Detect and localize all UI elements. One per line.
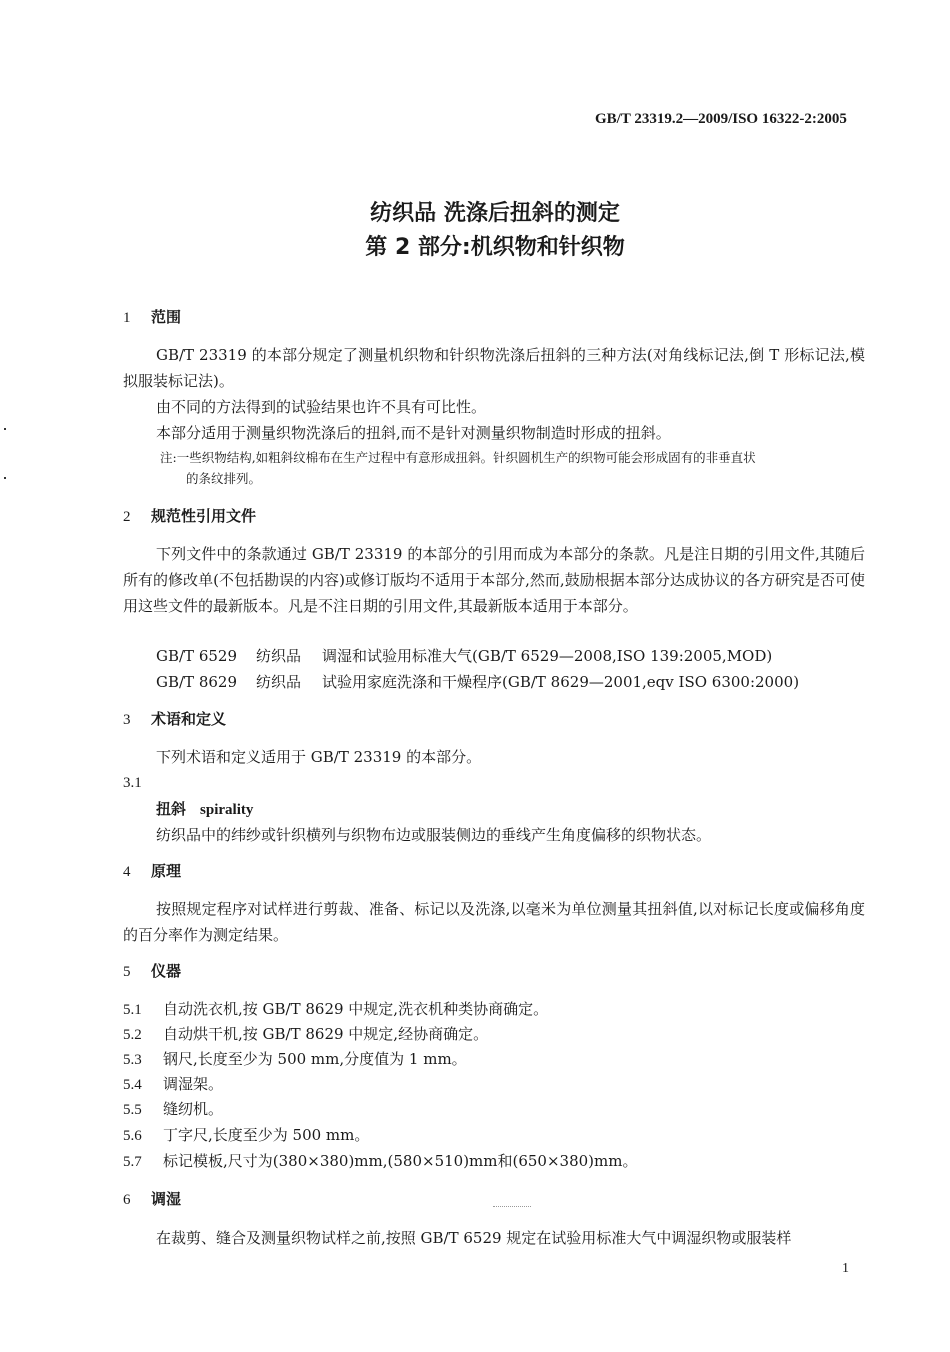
section-2-heading xyxy=(123,505,256,526)
item-number: 5.1 xyxy=(123,1002,142,1018)
item-number: 5.5 xyxy=(123,1102,142,1118)
section-title: 规范性引用文件 xyxy=(151,507,257,525)
item-number: 5.3 xyxy=(123,1052,142,1068)
item-number: 5.4 xyxy=(123,1077,142,1093)
section-6-paragraph-1: 在裁剪、缝合及测量织物试样之前,按照 GB/T 6529 规定在试验用标准大气中调湿织物或服装样 xyxy=(156,1229,792,1247)
section-6-heading xyxy=(123,1188,181,1209)
item-number: 5.7 xyxy=(123,1154,142,1170)
section-title: 调湿 xyxy=(151,1190,182,1208)
reference-description: 试验用家庭洗涤和干燥程序(GB/T 8629—2001,eqv ISO 6300:2000) xyxy=(322,673,800,691)
item-number: 5.6 xyxy=(123,1128,142,1144)
item-text: 自动洗衣机,按 GB/T 8629 中规定,洗衣机种类协商确定。 xyxy=(163,1000,549,1018)
section-title: 术语和定义 xyxy=(151,710,227,728)
apparatus-item xyxy=(123,1150,637,1171)
term-english: spirality xyxy=(200,802,254,818)
item-text: 丁字尺,长度至少为 500 mm。 xyxy=(163,1126,370,1144)
apparatus-item xyxy=(123,1048,467,1069)
section-title: 仪器 xyxy=(151,962,182,980)
scan-artifact xyxy=(493,1206,531,1208)
section-2-paragraph-1: 下列文件中的条款通过 GB/T 23319 的本部分的引用而成为本部分的条款。凡是注日期的引用文件,其随后所有的修改单(不包括勘误的内容)或修订版均不适用于本部分,然而,鼓励根据本部分达成协议的各方研究是否可使用这些文件的最新版本。凡是不注日期的引用文件,其最新版本适用于本部分。 xyxy=(123,545,865,615)
apparatus-item xyxy=(123,1124,369,1145)
section-1-paragraph-2: 由不同的方法得到的试验结果也许不具有可比性。 xyxy=(156,398,487,416)
section-number: 4 xyxy=(123,864,131,880)
section-number: 6 xyxy=(123,1192,131,1208)
document-title-line2: 第 2 部分:机织物和针织物 xyxy=(365,235,625,260)
item-text: 自动烘干机,按 GB/T 8629 中规定,经协商确定。 xyxy=(163,1025,489,1043)
subsection-3-1-number: 3.1 xyxy=(123,775,142,791)
section-title: 范围 xyxy=(151,308,182,326)
term-definition: 纺织品中的纬纱或针织横列与织物布边或服装侧边的垂线产生角度偏移的织物状态。 xyxy=(156,826,712,844)
section-1-paragraph-1: GB/T 23319 的本部分规定了测量机织物和针织物洗涤后扭斜的三种方法(对角线标记法,倒 T 形标记法,模拟服装标记法)。 xyxy=(123,346,865,390)
section-1-paragraph-3: 本部分适用于测量织物洗涤后的扭斜,而不是针对测量织物制造时形成的扭斜。 xyxy=(156,424,671,442)
item-text: 钢尺,长度至少为 500 mm,分度值为 1 mm。 xyxy=(163,1050,467,1068)
section-title: 原理 xyxy=(151,862,182,880)
section-1-note-line1: 注:一些织物结构,如粗斜纹棉布在生产过程中有意形成扭斜。针织圆机生产的织物可能会形成固有的非垂直状 xyxy=(160,450,756,465)
term-entry xyxy=(156,796,253,823)
apparatus-item xyxy=(123,1098,223,1119)
reference-code: GB/T 6529 xyxy=(156,647,238,665)
scan-margin-mark xyxy=(4,477,6,479)
section-number: 5 xyxy=(123,964,131,980)
document-title-line1: 纺织品 洗涤后扭斜的测定 xyxy=(370,201,620,226)
section-5-heading xyxy=(123,960,181,981)
page-number: 1 xyxy=(842,1261,849,1276)
standard-number: GB/T 23319.2—2009/ISO 16322-2:2005 xyxy=(595,111,847,127)
item-text: 标记模板,尺寸为(380×380)mm,(580×510)mm和(650×380)mm。 xyxy=(163,1152,638,1170)
section-4-paragraph-1: 按照规定程序对试样进行剪裁、准备、标记以及洗涤,以毫米为单位测量其扭斜值,以对标记长度或偏移角度的百分率作为测定结果。 xyxy=(123,900,865,944)
reference-name: 纺织品 xyxy=(256,673,302,691)
section-number: 2 xyxy=(123,509,131,525)
reference-name: 纺织品 xyxy=(256,647,302,665)
reference-description: 调湿和试验用标准大气(GB/T 6529—2008,ISO 139:2005,MOD) xyxy=(322,647,773,665)
section-4-heading xyxy=(123,860,181,881)
reference-code: GB/T 8629 xyxy=(156,673,238,691)
section-number: 3 xyxy=(123,712,131,728)
term-chinese: 扭斜 xyxy=(156,800,187,818)
section-3-paragraph-1: 下列术语和定义适用于 GB/T 23319 的本部分。 xyxy=(156,748,482,766)
section-3-heading xyxy=(123,708,226,729)
reference-item xyxy=(156,643,772,669)
section-number: 1 xyxy=(123,310,131,326)
section-1-heading xyxy=(123,306,181,327)
apparatus-item xyxy=(123,1023,488,1044)
item-text: 缝纫机。 xyxy=(163,1100,224,1118)
section-1-note-line2: 的条纹排列。 xyxy=(186,471,262,486)
item-number: 5.2 xyxy=(123,1027,142,1043)
reference-item xyxy=(156,669,799,695)
apparatus-item xyxy=(123,1073,223,1094)
scan-margin-mark xyxy=(4,428,6,430)
item-text: 调湿架。 xyxy=(163,1075,224,1093)
apparatus-item xyxy=(123,998,548,1019)
